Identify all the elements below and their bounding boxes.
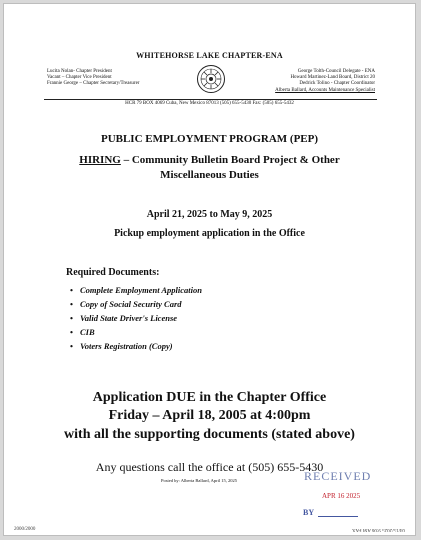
fax-page-counter: 2000/2000	[14, 527, 36, 532]
header-rule	[44, 99, 377, 100]
list-item: • CIB	[70, 325, 202, 339]
list-item: • Complete Employment Application	[70, 283, 202, 297]
officers-left	[47, 69, 139, 88]
officer-line: Lucita Nolan- Chapter President	[47, 69, 112, 74]
officer-line: Dedrick Tolino - Chapter Coordinator	[299, 81, 375, 87]
received-stamp-date: APR 16 2025	[322, 492, 361, 500]
posted-by: Posted by: Alberta Ballard, April 15, 2025	[161, 478, 237, 483]
officer-line: Frannie George – Chapter Secretary/Treasurer	[47, 81, 140, 87]
due-line-3: with all the supporting documents (stated above)	[64, 427, 355, 442]
questions-line: Any questions call the office at (505) 655-5430	[95, 460, 324, 474]
received-stamp-by: BY	[303, 508, 315, 517]
due-line-1: Application DUE in the Chapter Office	[92, 390, 327, 405]
list-item: • Copy of Social Security Card	[70, 297, 202, 311]
required-documents-list	[70, 283, 202, 353]
list-item: • Valid State Driver's License	[70, 311, 202, 325]
org-name: WHITEHORSE LAKE CHAPTER-ENA	[136, 51, 283, 60]
officer-line: Alberta Ballard, Accounts Maintenance Specialist	[275, 87, 375, 93]
pickup-notice: Pickup employment application in the Office	[114, 228, 305, 239]
hiring-headline	[4, 153, 415, 168]
date-range: April 21, 2025 to May 9, 2025	[146, 209, 273, 220]
address-line: HCR 79 BOX 4069 Cuba, New Mexico 87013 (505) 655-5430 Fax: (505) 655-5432	[125, 101, 294, 106]
program-title: PUBLIC EMPLOYMENT PROGRAM (PEP)	[100, 133, 319, 145]
due-line-2: Friday – April 18, 2005 at 4:00pm	[108, 408, 311, 423]
officer-line: Howard Martinez-Land Board, District 20	[290, 75, 375, 81]
fax-header-timestamp: 04/15/2025 9:06 AM FAX	[352, 527, 405, 532]
officer-line: George Tolth-Council Delegate - ENA	[297, 69, 375, 74]
required-documents-title: Required Documents:	[66, 267, 160, 278]
hiring-rest: – Community Bulletin Board Project & Other	[120, 154, 340, 166]
document-page	[3, 3, 416, 536]
hiring-word: HIRING	[79, 154, 121, 166]
officer-line: Vacant – Chapter Vice President	[47, 75, 112, 81]
chapter-seal-icon	[196, 64, 226, 94]
signature-line	[318, 516, 358, 517]
hiring-line-2: Miscellaneous Duties	[160, 169, 259, 181]
received-stamp: RECEIVED	[304, 469, 372, 483]
officers-right	[275, 69, 375, 94]
list-item: • Voters Registration (Copy)	[70, 339, 202, 353]
